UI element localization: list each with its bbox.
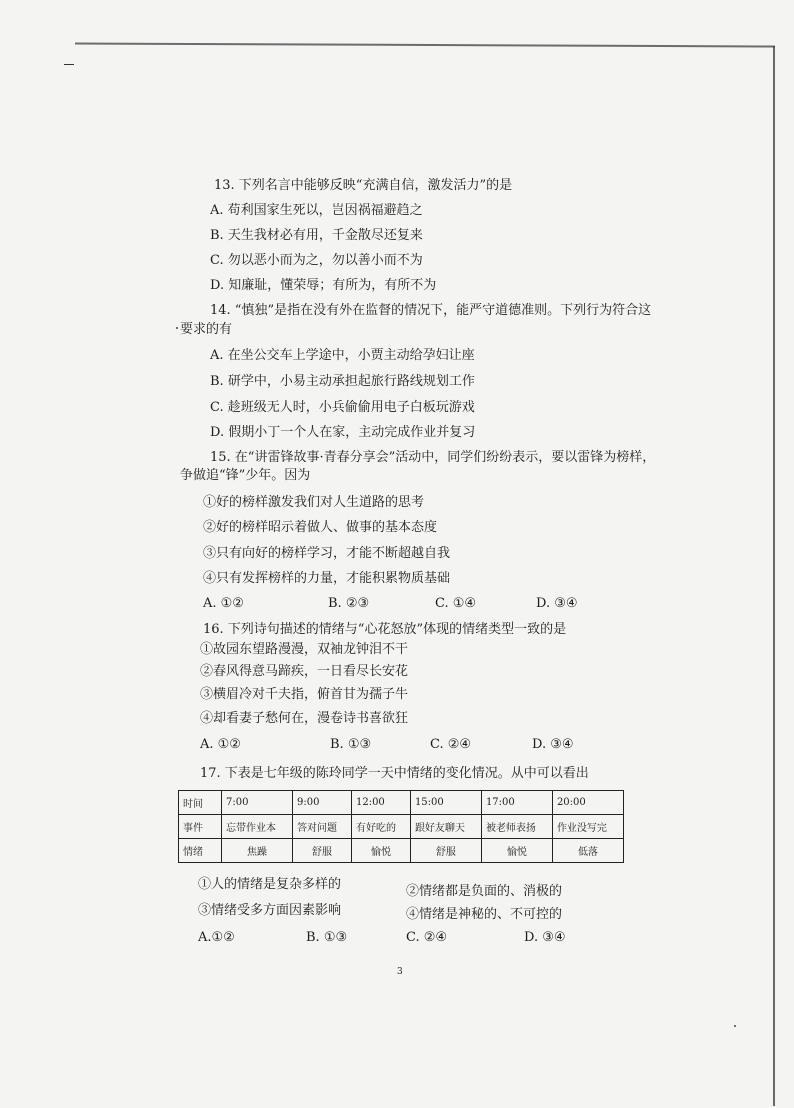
q15-choice-b: B. ②③ bbox=[328, 596, 370, 611]
q14-option-d: D. 假期小丁一个人在家，主动完成作业并复习 bbox=[210, 425, 476, 440]
q17-choice-d: D. ③④ bbox=[524, 930, 566, 945]
q15-item-4: ④只有发挥榜样的力量，才能积累物质基础 bbox=[203, 571, 451, 586]
q17-item-1: ①人的情绪是复杂多样的 bbox=[198, 877, 342, 892]
q17-choice-c: C. ②④ bbox=[406, 930, 448, 945]
table-cell: 焦躁 bbox=[222, 839, 293, 863]
q16-item-3: ③横眉冷对千夫指，俯首甘为孺子牛 bbox=[200, 687, 409, 702]
table-cell: 作业没写完 bbox=[552, 815, 623, 839]
q14-option-c: C. 趁班级无人时，小兵偷偷用电子白板玩游戏 bbox=[210, 400, 475, 415]
q14-stem-line2: 要求的有 bbox=[180, 322, 233, 337]
table-cell: 有好吃的 bbox=[351, 815, 410, 839]
q16-choice-d: D. ③④ bbox=[532, 737, 574, 752]
table-row-mood bbox=[179, 839, 624, 863]
scan-speck bbox=[734, 1025, 736, 1027]
row-label-event: 事件 bbox=[179, 815, 222, 839]
q13-option-b: B. 天生我材必有用，千金散尽还复来 bbox=[210, 228, 423, 243]
table-cell: 15:00 bbox=[410, 791, 481, 815]
q17-item-4: ④情绪是神秘的、不可控的 bbox=[406, 907, 563, 922]
q15-choice-c: C. ①④ bbox=[435, 596, 477, 611]
table-cell: 愉悦 bbox=[481, 839, 552, 863]
q16-stem: 16. 下列诗句描述的情绪与“心花怒放”体现的情绪类型一致的是 bbox=[203, 622, 567, 637]
q15-choice-a: A. ①② bbox=[203, 596, 244, 611]
table-cell: 忘带作业本 bbox=[222, 815, 293, 839]
q13-option-a: A. 苟利国家生死以，岂因祸福避趋之 bbox=[210, 203, 423, 218]
table-cell: 跟好友聊天 bbox=[410, 815, 481, 839]
q15-choice-d: D. ③④ bbox=[536, 596, 578, 611]
q17-item-2: ②情绪都是负面的、消极的 bbox=[406, 884, 563, 899]
q16-choice-c: C. ②④ bbox=[430, 737, 472, 752]
q14-option-b: B. 研学中，小易主动承担起旅行路线规划工作 bbox=[210, 374, 475, 389]
table-cell: 舒服 bbox=[410, 839, 481, 863]
table-row-event bbox=[179, 815, 624, 839]
q13-stem: 13. 下列名言中能够反映“充满自信，激发活力”的是 bbox=[214, 178, 513, 193]
q15-item-1: ①好的榜样激发我们对人生道路的思考 bbox=[203, 495, 425, 510]
q15-item-2: ②好的榜样昭示着做人、做事的基本态度 bbox=[203, 520, 438, 535]
q14-stem-line1: 14. “慎独”是指在没有外在监督的情况下，能严守道德准则。下列行为符合这 bbox=[210, 303, 652, 318]
table-cell: 答对问题 bbox=[293, 815, 352, 839]
q15-stem-line1: 15. 在“讲雷锋故事·青春分享会”活动中，同学们纷纷表示，要以雷锋为榜样， bbox=[210, 450, 656, 465]
table-cell: 愉悦 bbox=[351, 839, 410, 863]
table-cell: 17:00 bbox=[481, 791, 552, 815]
q16-item-2: ②春风得意马蹄疾，一日看尽长安花 bbox=[200, 664, 409, 679]
q17-item-3: ③情绪受多方面因素影响 bbox=[198, 903, 342, 918]
table-cell: 9:00 bbox=[293, 791, 352, 815]
table-row-time bbox=[179, 791, 624, 815]
table-cell: 低落 bbox=[552, 839, 623, 863]
page-number: 3 bbox=[397, 967, 403, 977]
q15-stem-line2: 争做追“锋”少年。因为 bbox=[180, 468, 311, 483]
q13-option-c: C. 勿以恶小而为之，勿以善小而不为 bbox=[210, 253, 423, 268]
q13-option-d: D. 知廉耻，懂荣辱；有所为，有所不为 bbox=[210, 278, 437, 293]
q17-choice-b: B. ①③ bbox=[306, 930, 348, 945]
q16-item-1: ①故园东望路漫漫，双袖龙钟泪不干 bbox=[200, 642, 409, 657]
q16-choice-a: A. ①② bbox=[200, 737, 241, 752]
q15-item-3: ③只有向好的榜样学习，才能不断超越自我 bbox=[203, 546, 451, 561]
row-label-time: 时间 bbox=[179, 791, 222, 815]
table-cell: 12:00 bbox=[351, 791, 410, 815]
q17-stem: 17. 下表是七年级的陈玲同学一天中情绪的变化情况。从中可以看出 bbox=[200, 766, 589, 781]
table-cell: 20:00 bbox=[552, 791, 623, 815]
q16-item-4: ④却看妻子愁何在，漫卷诗书喜欲狂 bbox=[200, 711, 409, 726]
q17-choice-a: A.①② bbox=[198, 930, 235, 945]
row-label-mood: 情绪 bbox=[179, 839, 222, 863]
q14-option-a: A. 在坐公交车上学途中，小贾主动给孕妇让座 bbox=[210, 348, 475, 363]
emotion-table bbox=[178, 790, 624, 863]
table-cell: 7:00 bbox=[222, 791, 293, 815]
scan-speck bbox=[176, 327, 178, 329]
table-cell: 舒服 bbox=[293, 839, 352, 863]
q16-choice-b: B. ①③ bbox=[330, 737, 372, 752]
table-cell: 被老师表扬 bbox=[481, 815, 552, 839]
